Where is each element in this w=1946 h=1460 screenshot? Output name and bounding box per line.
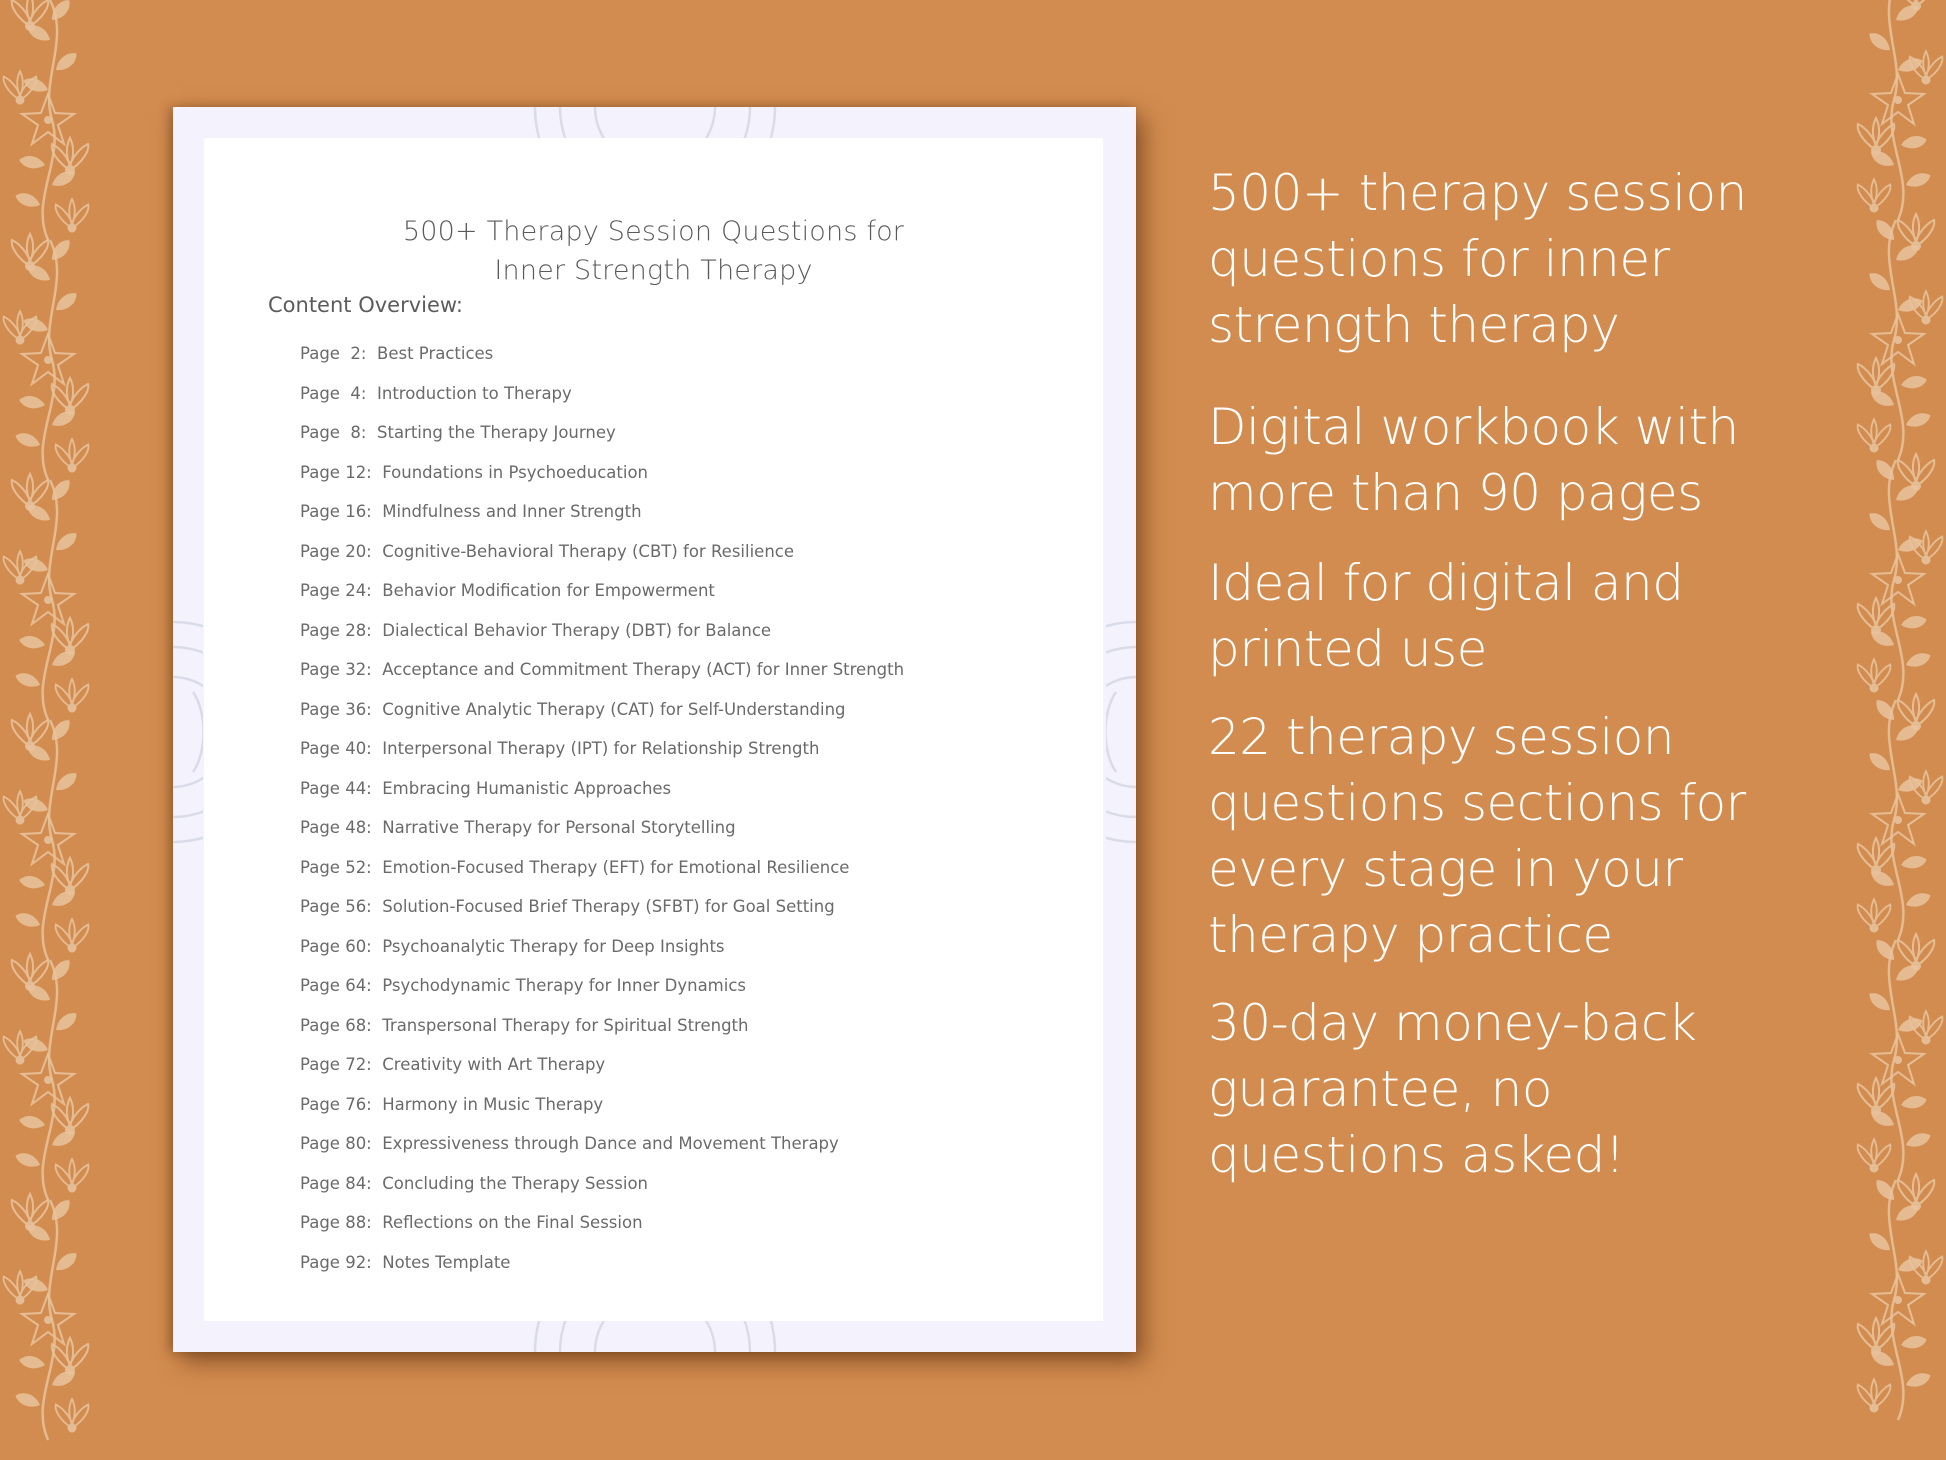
- toc-page-number: Page 32:: [300, 660, 372, 679]
- toc-item: [300, 621, 904, 661]
- toc-section-title: Dialectical Behavior Therapy (DBT) for Balance: [382, 620, 772, 640]
- feature-line: more than 90 pages: [1208, 464, 1703, 522]
- feature-line: Digital workbook with: [1208, 398, 1739, 456]
- toc-item: [300, 660, 904, 700]
- feature-line: therapy practice: [1208, 906, 1613, 964]
- toc-item: [300, 542, 904, 582]
- toc-item: [300, 1174, 904, 1214]
- toc-item: [300, 1016, 904, 1056]
- toc-item: [300, 1213, 904, 1253]
- toc-page-number: Page 2:: [300, 344, 367, 363]
- toc-section-title: Solution-Focused Brief Therapy (SFBT) for Goal Setting: [382, 897, 835, 916]
- document-page-preview: [173, 107, 1136, 1352]
- table-of-contents: [300, 344, 904, 1292]
- floral-vine-left-icon: [0, 0, 130, 1460]
- toc-page-number: Page 4:: [300, 383, 367, 403]
- toc-item: [300, 1055, 904, 1095]
- toc-item: [300, 581, 904, 621]
- toc-item: [300, 779, 904, 819]
- toc-section-title: Interpersonal Therapy (IPT) for Relationship Strength: [382, 739, 820, 758]
- feature-line: 30-day money-back: [1208, 994, 1697, 1052]
- toc-section-title: Introduction to Therapy: [377, 383, 572, 403]
- feature-item: [1208, 160, 1808, 358]
- toc-page-number: Page 52:: [300, 857, 372, 877]
- feature-line: questions sections for: [1208, 774, 1746, 832]
- toc-page-number: Page 72:: [300, 1055, 372, 1074]
- toc-item: [300, 739, 904, 779]
- toc-section-title: Cognitive Analytic Therapy (CAT) for Self-Understanding: [382, 699, 846, 719]
- toc-section-title: Emotion-Focused Therapy (EFT) for Emotional Resilience: [382, 857, 850, 877]
- toc-page-number: Page 68:: [300, 1015, 372, 1035]
- toc-section-title: Harmony in Music Therapy: [382, 1094, 604, 1114]
- toc-section-title: Concluding the Therapy Session: [382, 1173, 649, 1193]
- document-title-line-1: 500+ Therapy Session Questions for: [402, 216, 905, 247]
- toc-section-title: Expressiveness through Dance and Movement Therapy: [382, 1134, 839, 1153]
- feature-line: Ideal for digital and: [1208, 554, 1684, 612]
- mandala-left-icon: [173, 612, 203, 852]
- toc-item: [300, 344, 904, 384]
- toc-section-title: Psychoanalytic Therapy for Deep Insights: [382, 936, 725, 956]
- feature-item: [1208, 990, 1808, 1188]
- mandala-right-icon: [1106, 612, 1136, 852]
- toc-page-number: Page 28:: [300, 620, 372, 640]
- toc-item: [300, 1253, 904, 1293]
- feature-line: strength therapy: [1208, 296, 1620, 354]
- feature-line: guarantee, no: [1208, 1060, 1552, 1118]
- toc-page-number: Page 44:: [300, 778, 372, 798]
- feature-line: questions for inner: [1208, 230, 1670, 288]
- toc-page-number: Page 12:: [300, 462, 372, 482]
- toc-section-title: Psychodynamic Therapy for Inner Dynamics: [382, 976, 746, 995]
- toc-section-title: Mindfulness and Inner Strength: [382, 502, 642, 521]
- feature-item: [1208, 704, 1808, 968]
- toc-item: [300, 463, 904, 503]
- toc-page-number: Page 16:: [300, 502, 372, 521]
- toc-item: [300, 976, 904, 1016]
- toc-section-title: Narrative Therapy for Personal Storytelling: [382, 818, 736, 837]
- toc-page-number: Page 64:: [300, 976, 372, 995]
- toc-item: [300, 897, 904, 937]
- floral-vine-right-icon: [1816, 0, 1946, 1460]
- toc-page-number: Page 80:: [300, 1134, 372, 1153]
- toc-section-title: Acceptance and Commitment Therapy (ACT) for Inner Strength: [382, 660, 905, 679]
- feature-line: 500+ therapy session: [1208, 164, 1747, 222]
- toc-section-title: Foundations in Psychoeducation: [382, 462, 648, 482]
- feature-line: questions asked!: [1208, 1126, 1625, 1184]
- toc-page-number: Page 92:: [300, 1252, 372, 1272]
- feature-line: printed use: [1208, 620, 1487, 678]
- toc-page-number: Page 40:: [300, 739, 372, 758]
- toc-section-title: Behavior Modification for Empowerment: [382, 581, 715, 600]
- toc-page-number: Page 88:: [300, 1213, 372, 1232]
- toc-page-number: Page 20:: [300, 541, 372, 561]
- feature-item: [1208, 394, 1808, 526]
- toc-item: [300, 858, 904, 898]
- toc-item: [300, 700, 904, 740]
- toc-section-title: Best Practices: [377, 344, 494, 363]
- toc-item: [300, 1095, 904, 1135]
- toc-item: [300, 423, 904, 463]
- toc-page-number: Page 84:: [300, 1173, 372, 1193]
- toc-item: [300, 1134, 904, 1174]
- toc-section-title: Cognitive-Behavioral Therapy (CBT) for Resilience: [382, 541, 795, 561]
- document-title: [204, 212, 1103, 290]
- content-overview-heading: Content Overview:: [268, 293, 463, 317]
- toc-item: [300, 818, 904, 858]
- toc-page-number: Page 8:: [300, 423, 367, 442]
- toc-page-number: Page 48:: [300, 818, 372, 837]
- feature-list: [1208, 160, 1808, 1188]
- feature-line: every stage in your: [1208, 840, 1683, 898]
- toc-page-number: Page 56:: [300, 897, 372, 916]
- toc-item: [300, 937, 904, 977]
- feature-line: 22 therapy session: [1208, 708, 1675, 766]
- toc-page-number: Page 60:: [300, 936, 372, 956]
- toc-section-title: Notes Template: [382, 1252, 511, 1272]
- feature-item: [1208, 550, 1808, 682]
- document-content-area: [204, 138, 1103, 1321]
- toc-section-title: Creativity with Art Therapy: [382, 1055, 606, 1074]
- toc-item: [300, 384, 904, 424]
- toc-section-title: Transpersonal Therapy for Spiritual Strength: [382, 1015, 749, 1035]
- toc-section-title: Embracing Humanistic Approaches: [382, 778, 672, 798]
- toc-section-title: Starting the Therapy Journey: [377, 423, 616, 442]
- toc-page-number: Page 76:: [300, 1094, 372, 1114]
- toc-page-number: Page 36:: [300, 699, 372, 719]
- toc-item: [300, 502, 904, 542]
- toc-section-title: Reflections on the Final Session: [382, 1213, 643, 1232]
- toc-page-number: Page 24:: [300, 581, 372, 600]
- document-title-line-2: Inner Strength Therapy: [494, 255, 813, 286]
